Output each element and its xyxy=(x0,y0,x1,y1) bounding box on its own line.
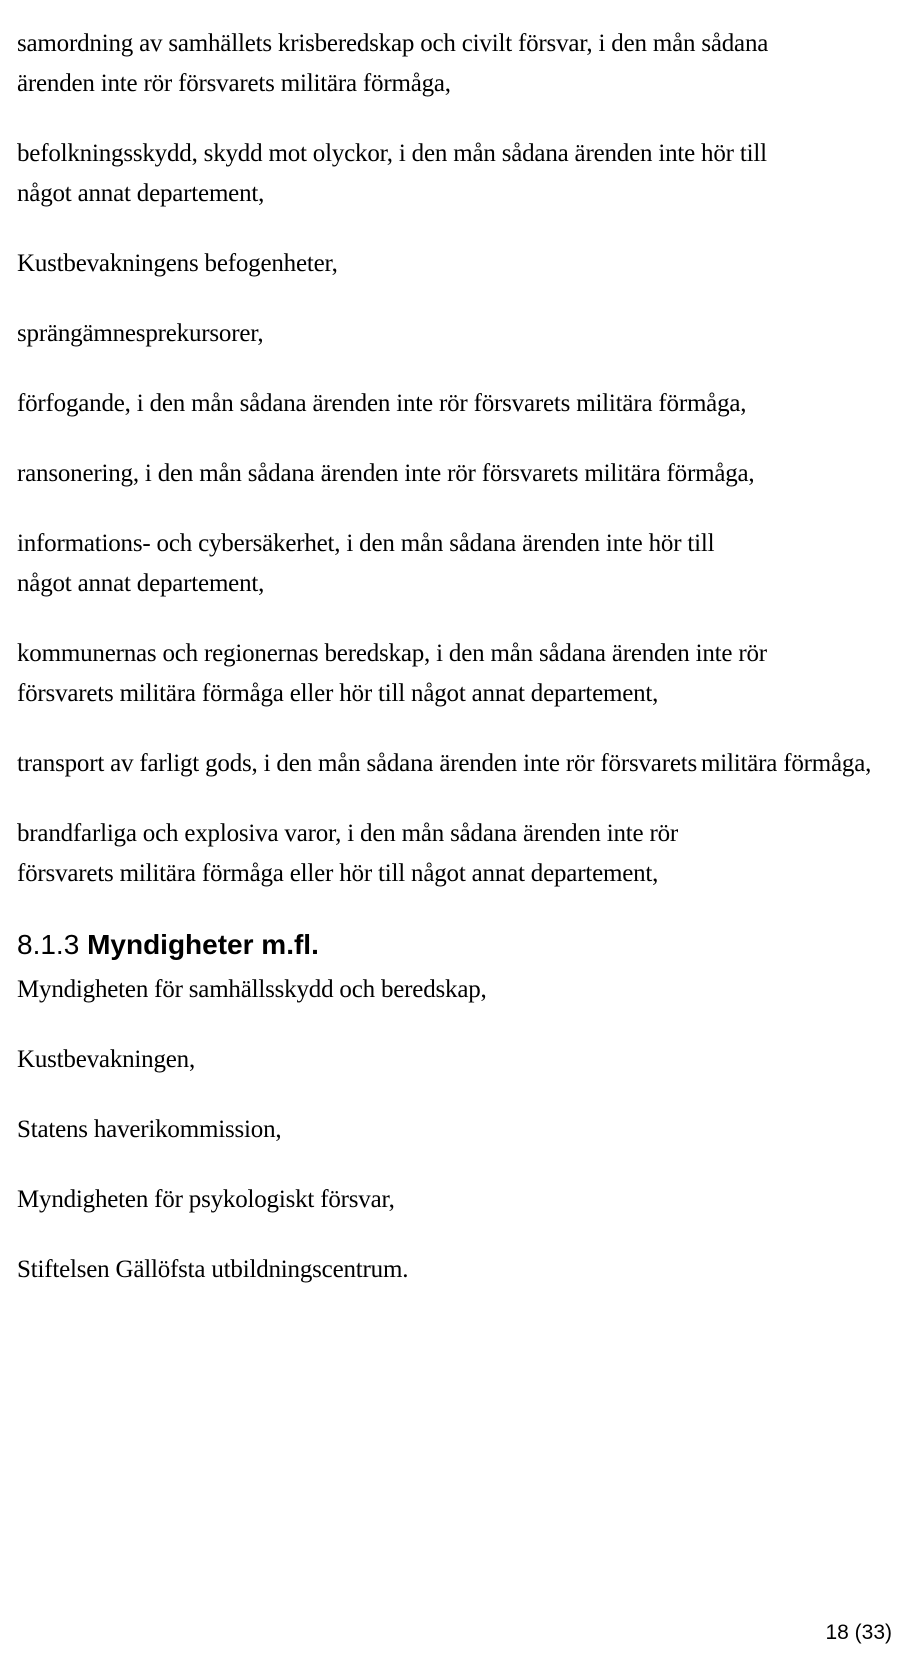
text-line: militära förmåga, xyxy=(701,750,872,777)
text-line: ransonering, i den mån sådana ärenden inte rör försvarets militära förmåga, xyxy=(17,460,755,487)
page-number: 18 (33) xyxy=(825,1621,892,1644)
paragraph xyxy=(17,744,897,784)
section-heading-number: 8.1.3 xyxy=(17,929,80,960)
paragraph xyxy=(17,814,897,894)
text-line: samordning av samhällets krisberedskap och civilt försvar, i den mån sådana xyxy=(17,30,769,57)
text-line: Stiftelsen Gällöfsta utbildningscentrum. xyxy=(17,1256,409,1283)
agency-paragraph xyxy=(17,1040,897,1080)
text-line: Kustbevakningen, xyxy=(17,1046,196,1073)
text-line: Statens haverikommission, xyxy=(17,1116,282,1143)
paragraph xyxy=(17,454,897,494)
agency-paragraph xyxy=(17,970,897,1010)
paragraph xyxy=(17,384,897,424)
text-line: ärenden inte rör försvarets militära förmåga, xyxy=(17,70,451,97)
text-line: något annat departement, xyxy=(17,570,265,597)
document-body xyxy=(17,24,897,1320)
text-line: informations- och cybersäkerhet, i den mån sådana ärenden inte hör till xyxy=(17,530,715,557)
text-line: något annat departement, xyxy=(17,180,265,207)
text-line: sprängämnesprekursorer, xyxy=(17,320,264,347)
agency-paragraph xyxy=(17,1180,897,1220)
text-line: brandfarliga och explosiva varor, i den mån sådana ärenden inte rör xyxy=(17,820,679,847)
paragraph xyxy=(17,634,897,714)
section-heading-title: Myndigheter m.fl. xyxy=(87,929,319,960)
text-line: förfogande, i den mån sådana ärenden inte rör försvarets militära förmåga, xyxy=(17,390,747,417)
text-line: försvarets militära förmåga eller hör till något annat departement, xyxy=(17,860,659,887)
paragraph xyxy=(17,24,897,104)
paragraph xyxy=(17,244,897,284)
text-line: Myndigheten för samhällsskydd och beredskap, xyxy=(17,976,487,1003)
agency-paragraph xyxy=(17,1250,897,1290)
text-line: transport av farligt gods, i den mån sådana ärenden inte rör försvarets xyxy=(17,750,698,777)
paragraph xyxy=(17,314,897,354)
paragraph xyxy=(17,524,897,604)
text-line: befolkningsskydd, skydd mot olyckor, i den mån sådana ärenden inte hör till xyxy=(17,140,767,167)
text-line: Kustbevakningens befogenheter, xyxy=(17,250,338,277)
section-heading xyxy=(17,924,897,966)
text-line: försvarets militära förmåga eller hör till något annat departement, xyxy=(17,680,659,707)
agency-paragraph xyxy=(17,1110,897,1150)
text-line: kommunernas och regionernas beredskap, i den mån sådana ärenden inte rör xyxy=(17,640,767,667)
paragraph xyxy=(17,134,897,214)
text-line: Myndigheten för psykologiskt försvar, xyxy=(17,1186,395,1213)
